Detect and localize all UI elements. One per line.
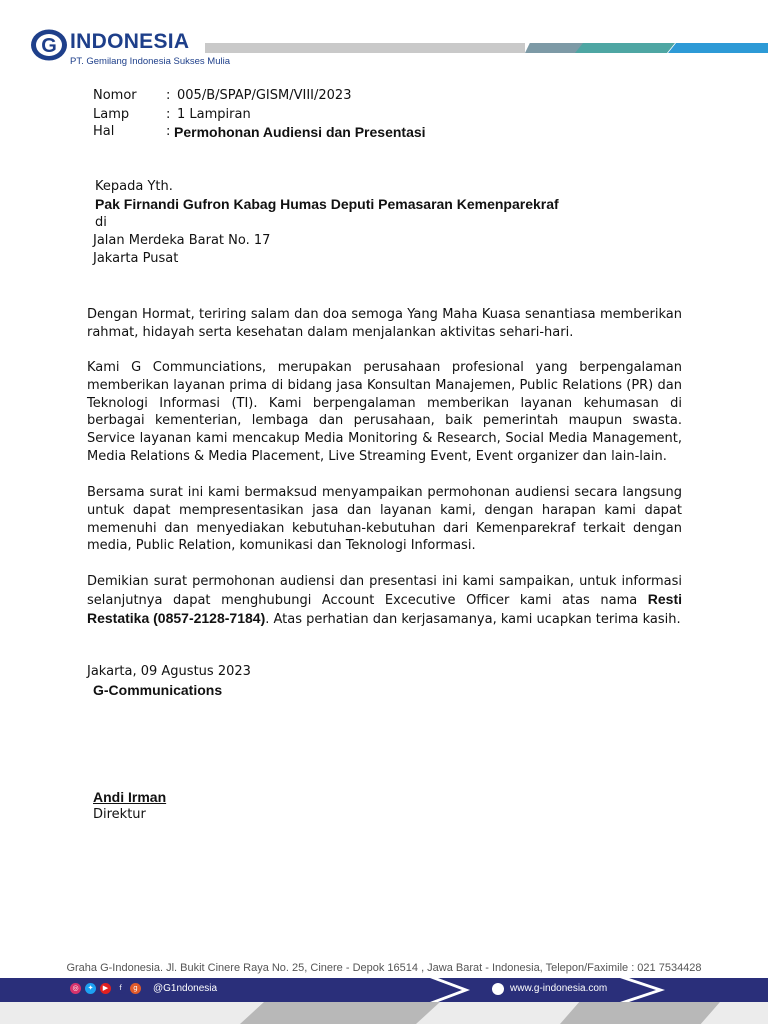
- footer-stripe: [560, 1002, 720, 1024]
- footer-address: Graha G-Indonesia. Jl. Bukit Cinere Raya No. 25, Cinere - Depok 16514 , Jawa Barat - Indonesia, Telepon/Faximile : 021 7534428: [66, 962, 702, 974]
- paragraph-company-intro: Kami G Communciations, merupakan perusahaan profesional yang berpengalaman memberikan layanan prima di bidang jasa Konsultan Manajemen, Public Relations (PR) dan Teknologi Informasi (TI). Kami berpengalaman memberikan layanan kehumasan di berbagai kementerian, lembaga dan perusahaan, baik pemerintah maupun swasta. Service layanan kami mencakup Media Monitoring & Research, Social Media Management, Media Relations & Media Placement, Live Streaming Event, Event organizer dan lain-lain.: [87, 360, 682, 464]
- company-name: PT. Gemilang Indonesia Sukses Mulia: [70, 56, 230, 67]
- paragraph-purpose: Bersama surat ini kami bermaksud menyampaikan permohonan audiensi secara langsung untuk dapat mempresentasikan jasa dan layanan kami, dengan harapan kami dapat memenuhi dan menyediakan kebutuhan-kebutuhan dari Kemenparekraf terkait dengan media, Public Relation, komunikasi dan Teknologi Informasi.: [87, 485, 682, 554]
- recipient-greeting: Kepada Yth.: [95, 179, 173, 194]
- place-date: Jakarta, 09 Agustus 2023: [87, 664, 251, 679]
- paragraph-closing: [87, 573, 682, 628]
- meta-value-nomor: 005/B/SPAP/GISM/VIII/2023: [177, 88, 352, 103]
- paragraph-opening: Dengan Hormat, teriring salam dan doa semoga Yang Maha Kuasa senantiasa memberikan rahmat, hidayah serta kesehatan dalam menjalankan aktivitas sehari-hari.: [87, 307, 682, 340]
- website-link[interactable]: www.g-indonesia.com: [510, 983, 608, 994]
- header-stripe: [205, 43, 525, 53]
- meta-sep: :: [166, 88, 171, 103]
- recipient-address-line2: Jakarta Pusat: [93, 251, 179, 266]
- sender-company: G-Communications: [93, 682, 223, 698]
- chevron-icon: [430, 978, 470, 1002]
- closing-text-end: . Atas perhatian dan kerjasamanya, kami ucapkan terima kasih.: [265, 611, 681, 627]
- recipient-name: Pak Firnandi Gufron Kabag Humas Deputi Pemasaran Kemenparekraf: [95, 196, 559, 212]
- meta-label-hal: Hal: [93, 124, 115, 139]
- recipient-di: di: [95, 215, 107, 230]
- closing-text: Demikian surat permohonan audiensi dan presentasi ini kami sampaikan, untuk informasi selanjutnya dapat menghubungi Account Excecutive Officer kami atas nama: [87, 574, 682, 608]
- recipient-address-line1: Jalan Merdeka Barat No. 17: [93, 233, 271, 248]
- meta-label-lamp: Lamp: [93, 107, 130, 122]
- social-handle[interactable]: @G1ndonesia: [153, 983, 218, 994]
- social-icons: [70, 983, 141, 994]
- youtube-icon[interactable]: ▶: [100, 983, 111, 994]
- twitter-icon[interactable]: ✦: [85, 983, 96, 994]
- header-stripe: [668, 43, 768, 53]
- globe-icon: [492, 983, 504, 995]
- header-stripe: [575, 43, 675, 53]
- meta-sep: :: [166, 107, 171, 122]
- contact-person: Resti Restatika (0857-2128-7184): [87, 590, 682, 626]
- brand-name: INDONESIA: [70, 30, 190, 53]
- header-stripe: [525, 43, 585, 53]
- meta-sep: :: [166, 124, 171, 139]
- chevron-icon: [620, 978, 665, 1002]
- company-logo-icon: [30, 28, 70, 62]
- signer-position: Direktur: [93, 807, 146, 822]
- facebook-icon[interactable]: f: [115, 983, 126, 994]
- footer-stripe: [240, 1002, 440, 1024]
- footer-bottom-band: [0, 1002, 768, 1024]
- signer-name: Andi Irman: [93, 789, 167, 805]
- googleplus-icon[interactable]: g: [130, 983, 141, 994]
- meta-value-lamp: 1 Lampiran: [177, 107, 251, 122]
- instagram-icon[interactable]: ◎: [70, 983, 81, 994]
- logo-letter: G: [41, 35, 57, 57]
- meta-value-hal: Permohonan Audiensi dan Presentasi: [174, 124, 426, 140]
- meta-label-nomor: Nomor: [93, 88, 137, 103]
